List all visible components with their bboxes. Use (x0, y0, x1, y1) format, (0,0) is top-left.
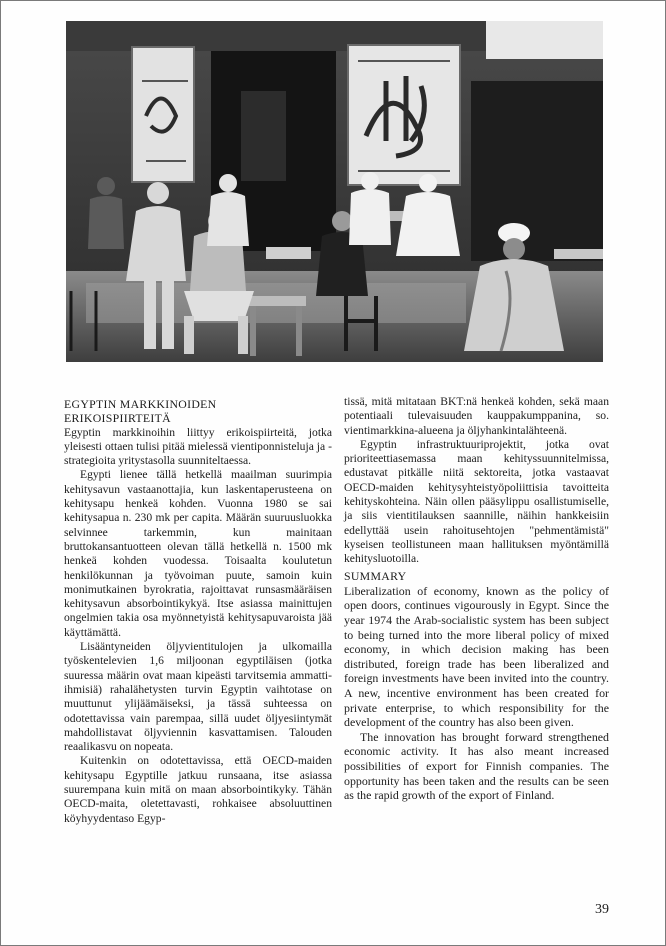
section-heading (64, 397, 332, 426)
left-column (64, 397, 332, 826)
cafe-photo-icon (66, 21, 603, 362)
paragraph: Egypti lienee tällä hetkellä maailman suurimpia kehitysavun vastaanottajia, kun laskentaperusteena on kehitysapu henkeä kohden. Vuonna 1980 se sai kehitysapua n. 230 mk per capita. Määrän suuruusluokka selvinnee tarkemmin, kun mainitaan bruttokansantuotteen olevan tällä hetkellä n. 1500 mk henkeä kohden vuodessa. Toisaalta koulutetun henkilökunnan ja työvoiman puute, samoin kuin monimutkainen byrokratia, rajoittavat runsasmääräisen kehitysavun absorbointikykyä. Itse asiassa mainittujen ongelmien takia osa myönnetyistä kehitysapuvaroista jää käyttämättä. (64, 468, 332, 639)
summary-heading: SUMMARY (344, 568, 407, 583)
section-heading-line-2: ERIKOISPIIRTEITÄ (64, 411, 171, 426)
paragraph: tissä, mitä mitataan BKT:nä henkeä kohden, sekä maan potentiaali tulevaisuuden kauppakumppanina, so. vientimarkkina-alueena ja öljyhankintalähteenä. (344, 395, 609, 437)
summary-paragraph: Liberalization of economy, known as the policy of open doors, continues vigourously in Egypt. Since the year 1974 the Arab-socialistic system has been subject to being turned into the more liberal policy of mixed economy, in which decision making has been distributed, foreign trade has been liberalized and foreign investments have been invited into the country. A new, incentive environment has been created for private enterprise, to which responsibility for the development of the country has also been given. (344, 583, 609, 730)
paragraph: Egyptin infrastruktuuriprojektit, jotka ovat prioriteettiasemassa maan kehityssuunnitelmissa, edustavat pitkälle niitä sektoreita, jotka vastaavat OECD-maiden kehitysyhteistyöpoliittisia tavoitteita kehityskohteina. Näin ollen pääsylippu osallistumiselle, ja siis vientitilauksen saannille, näihin hankkeisiin edellyttää usein rahoitusehtojen "pehmentämistä" kyseisen teollistuneen maan hallituksen myöntämillä kehitysluotoilla. (344, 437, 609, 566)
cafe-photo (66, 21, 603, 362)
paragraph: Egyptin markkinoihin liittyy erikoispiirteitä, jotka yleisesti ottaen tulisi pitää mielessä vientiponnisteluja ja -strategioita yritystasolla suunniteltaessa. (64, 425, 332, 468)
paragraph: Kuitenkin on odotettavissa, että OECD-maiden kehitysapu Egyptille jatkuu runsaana, itse asiassa suurempana kuin mitä on maan absorbointikyky. Tähän OECD-maita, oletettavasti, rohkaisee absoluuttinen köyhyydentaso Egyp- (64, 754, 332, 825)
right-column (344, 395, 609, 803)
paragraph: Lisääntyneiden öljyvientitulojen ja ulkomailla työskentelevien 1,6 miljoonan egyptiläisen (jotka suuressa määrin ovat maan kipeästi tarvitsemia ammatti-ihmisiä) rahalähetysten turvin Egyptin vaihtotase on muuttunut ylijäämäiseksi, ja tässä suhteessa on odotettavissa vain parempaa, sillä uudet öljyesiintymät mahdollistavat öljyviennin kasvattamisen. Talouden reaalikasvu on nopeata. (64, 640, 332, 754)
summary-paragraph: The innovation has brought forward strengthened economic activity. It has also meant increased possibilities of export for Finnish companies. The opportunity has been taken and the results can be seen as the rapid growth of the export of Finland. (344, 729, 609, 803)
page-number: 39 (595, 902, 609, 917)
section-heading-line-1: EGYPTIN MARKKINOIDEN (64, 397, 217, 411)
summary (344, 584, 609, 803)
